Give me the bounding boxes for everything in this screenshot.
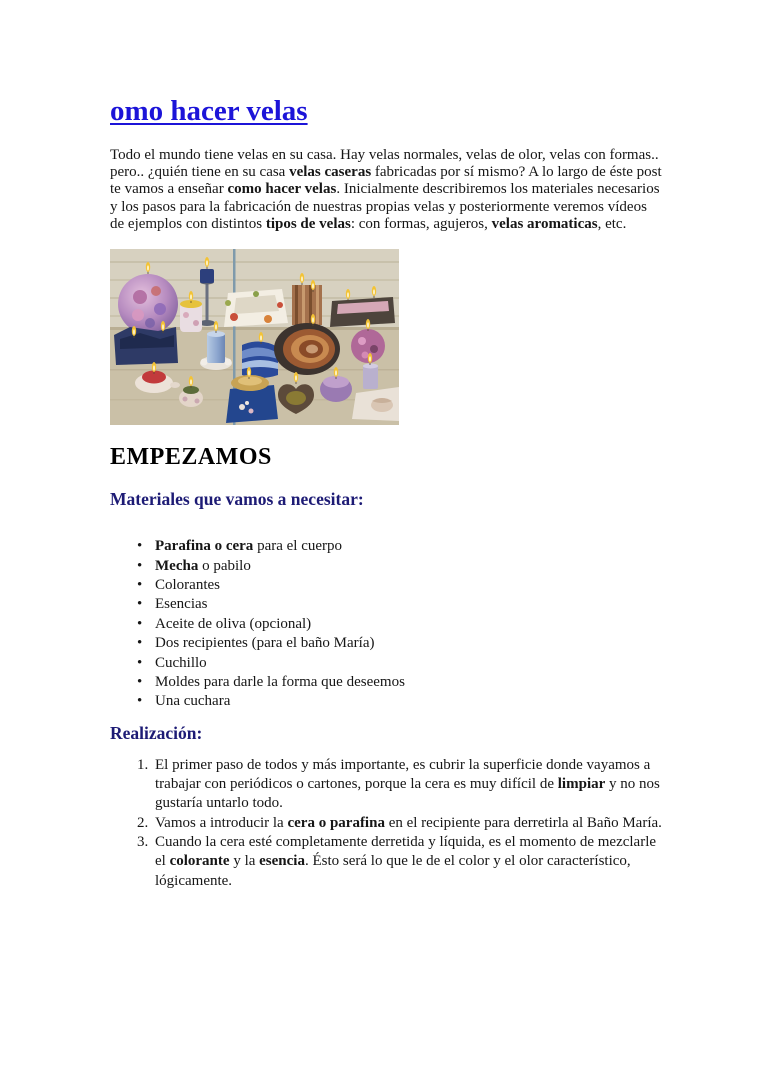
document-content	[110, 0, 662, 891]
materials-heading: Materiales que vamos a necesitar:	[110, 489, 364, 510]
steps-list	[110, 756, 662, 891]
list-item: • Parafina o cera para el cuerpo	[155, 537, 662, 556]
candles-photo	[110, 249, 399, 425]
list-item: • Cuchillo	[155, 654, 662, 673]
list-item: Vamos a introducir la cera o parafina en el recipiente para derretirla al Baño María.	[155, 814, 662, 831]
section-heading-empezamos: EMPEZAMOS	[110, 444, 272, 471]
intro-paragraph: Todo el mundo tiene velas en su casa. Hay velas normales, velas de olor, velas con formas.. pero.. ¿quién tiene en su casa velas caseras fabricadas por sí mismo? A lo largo de éste post te vamos a enseñar como hacer velas. Inicialmente describiremos los materiales necesarios y los pasos para la fabricación de nuestras propias velas y posteriormente veremos vídeos de ejemplos con distintos tipos de velas: con formas, agujeros, velas aromaticas, etc.	[110, 146, 662, 232]
list-item: Cuando la cera esté completamente derretida y líquida, es el momento de mezclarle el colorante y la esencia. Ésto será lo que le de el color y el olor característico, lógicamente.	[155, 834, 657, 889]
materials-list	[110, 537, 662, 712]
list-item: • Colorantes	[155, 576, 662, 595]
list-item: • Mecha o pabilo	[155, 557, 662, 576]
page-title[interactable]: omo hacer velas	[110, 95, 308, 127]
steps-heading: Realización:	[110, 722, 203, 743]
list-item: • Dos recipientes (para el baño María)	[155, 634, 662, 653]
candles-photo-illustration	[110, 249, 399, 425]
list-item: • Esencias	[155, 595, 662, 614]
list-item: El primer paso de todos y más importante, es cubrir la superficie donde vayamos a trabajar con periódicos o cartones, porque la cera es muy difícil de limpiar y no nos gustaría untarlo todo.	[155, 756, 660, 812]
list-item: • Moldes para darle la forma que deseemos	[155, 673, 662, 692]
list-item: • Aceite de oliva (opcional)	[155, 615, 662, 634]
list-item: • Una cuchara	[155, 692, 662, 711]
